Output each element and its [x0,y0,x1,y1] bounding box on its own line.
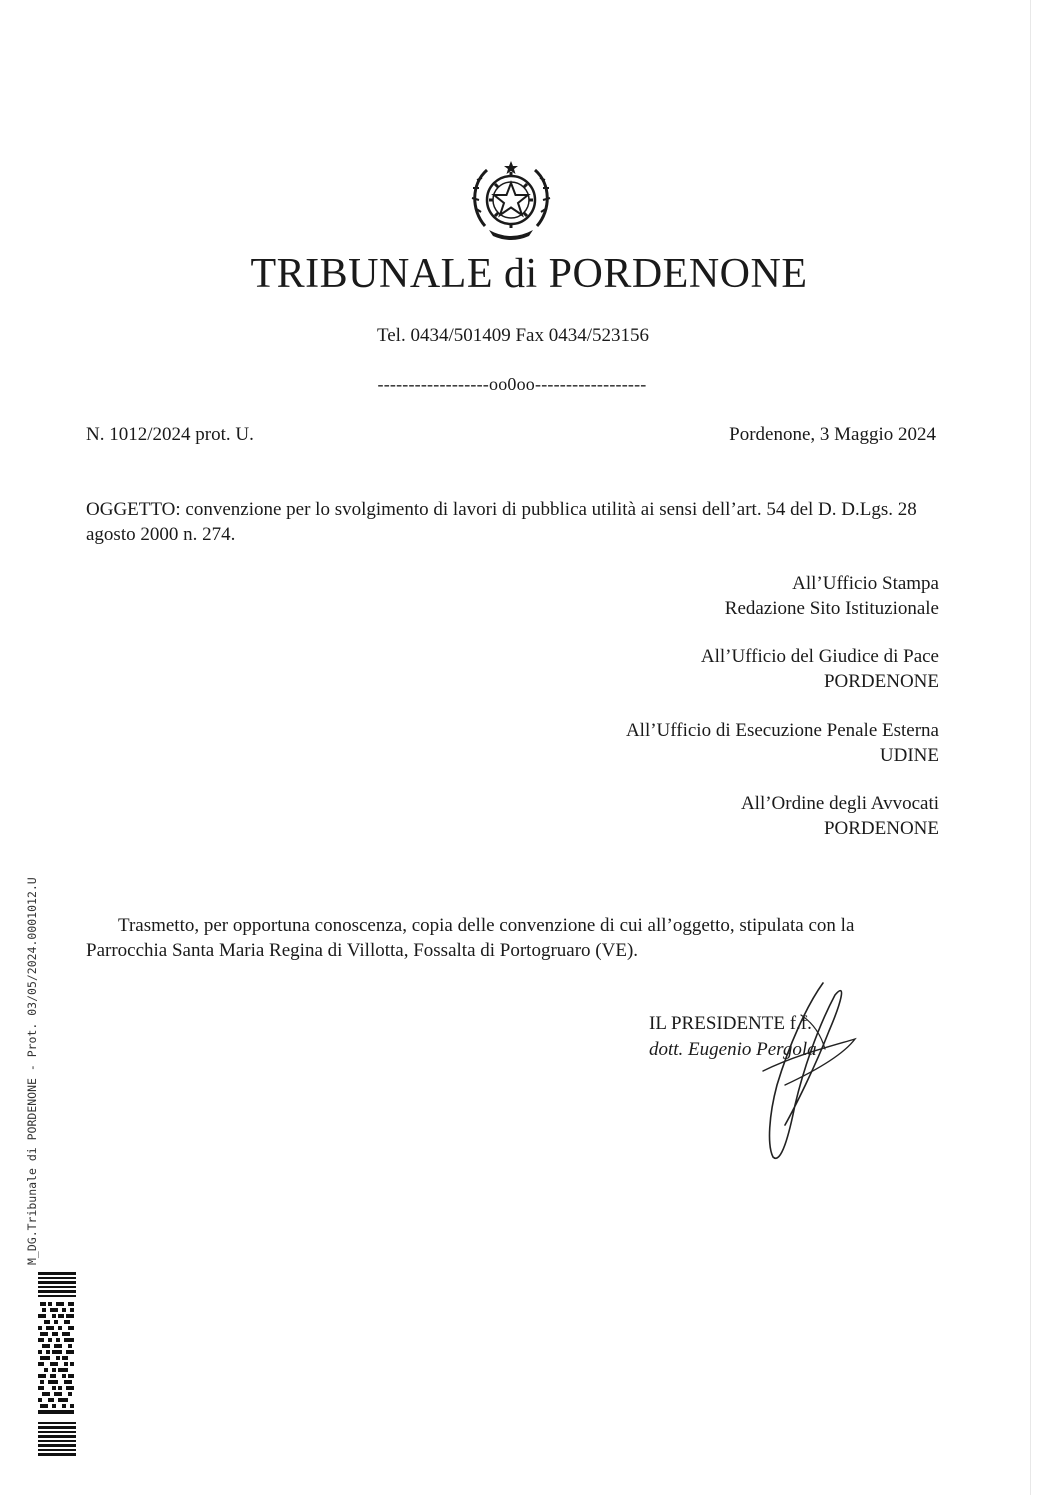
datamatrix-barcode [38,1272,76,1462]
recipient-line: All’Ufficio del Giudice di Pace [700,646,939,667]
recipient-line: All’Ufficio Stampa [792,573,939,594]
handwritten-signature [755,975,865,1165]
recipient-line: All’Ufficio di Esecuzione Penale Esterna [625,720,939,741]
place-and-date: Pordenone, 3 Maggio 2024 [729,424,936,445]
body-paragraph: Trasmetto, per opportuna conoscenza, copia delle convenzione di cui all’oggetto, stipulata con la Parrocchia Santa Maria Regina di Villotta, Fossalta di Portogruaro (VE). [86,915,855,961]
registration-stamp: M_DG.Tribunale di PORDENONE - Prot. 03/05/2024.0001012.U [25,877,39,1265]
signatory-role: IL PRESIDENTE f.f. [649,1013,812,1034]
recipient-block-bar-association [741,791,939,841]
protocol-number: N. 1012/2024 prot. U. [86,424,254,445]
recipient-line: All’Ordine degli Avvocati [740,793,939,814]
ornamental-separator: ------------------oo0oo------------------ [377,374,647,394]
recipient-line: PORDENONE [823,818,939,839]
signatory-name: dott. Eugenio Pergola [649,1039,817,1060]
recipient-line: UDINE [879,745,939,766]
recipient-block-press-office [725,571,939,621]
recipient-block-external-execution-office [626,718,939,768]
recipient-line: PORDENONE [823,671,939,692]
recipient-line: Redazione Sito Istituzionale [724,598,939,619]
subject-line: OGGETTO: convenzione per lo svolgimento di lavori di pubblica utilità ai sensi dell’art. 54 del D. D.Lgs. 28 agosto 2000 n. 274. [86,499,917,545]
recipient-block-justice-of-peace [701,644,939,694]
court-name-heading: TRIBUNALE di PORDENONE [250,251,808,297]
scan-edge-line [1030,0,1031,1495]
italian-republic-emblem-icon [469,152,553,244]
contact-numbers: Tel. 0434/501409 Fax 0434/523156 [376,325,650,346]
